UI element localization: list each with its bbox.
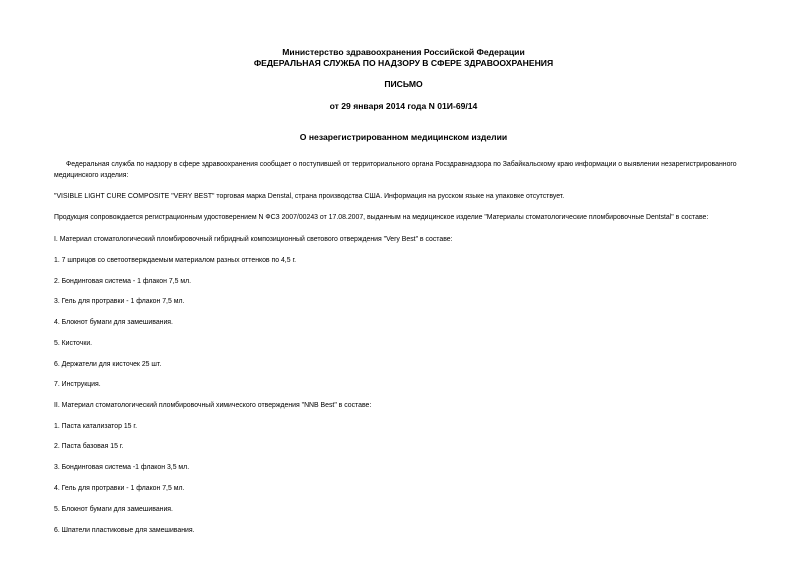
list-item: 4. Блокнот бумаги для замешивания. xyxy=(54,319,173,326)
list-item: 1. Паста катализатор 15 г. xyxy=(54,423,138,430)
header-service: ФЕДЕРАЛЬНАЯ СЛУЖБА ПО НАДЗОРУ В СФЕРЕ ЗДРАВООХРАНЕНИЯ xyxy=(253,58,554,68)
certificate-paragraph: Продукция сопровождается регистрационным удостоверением N ФСЗ 2007/00243 от 17.08.2007, выданным на медицинское изделие "Материалы стоматологические пломбировочные Dentstal" в составе: xyxy=(54,214,709,221)
document-subject: О незарегистрированном медицинском изделии xyxy=(299,132,508,142)
list-item: 2. Паста базовая 15 г. xyxy=(54,443,124,450)
section2-title: II. Материал стоматологический пломбировочный химического отверждения "NNB Best" в составе: xyxy=(54,402,372,409)
intro-paragraph-line2: медицинского изделия: xyxy=(54,172,129,179)
document-type: ПИСЬМО xyxy=(384,79,423,89)
list-item: 6. Шпатели пластиковые для замешивания. xyxy=(54,527,195,534)
list-item: 5. Блокнот бумаги для замешивания. xyxy=(54,506,173,513)
document-date-number: от 29 января 2014 года N 01И-69/14 xyxy=(329,101,478,111)
intro-paragraph-line1: Федеральная служба по надзору в сфере здравоохранения сообщает о поступившей от территориального органа Росздравнадзора по Забайкальскому краю информации о выявлении незарегистрированного xyxy=(66,161,737,168)
list-item: 3. Бондинговая система -1 флакон 3,5 мл. xyxy=(54,464,190,471)
list-item: 2. Бондинговая система - 1 флакон 7,5 мл. xyxy=(54,278,192,285)
product-paragraph: "VISIBLE LIGHT CURE COMPOSITE "VERY BEST" торговая марка Denstal, страна производства США. Информация на русском языке на упаковке отсутствует. xyxy=(54,193,565,200)
list-item: 5. Кисточки. xyxy=(54,340,93,347)
list-item: 1. 7 шприцов со светоотверждаемым материалом разных оттенков по 4,5 г. xyxy=(54,257,297,264)
list-item: 3. Гель для протравки - 1 флакон 7,5 мл. xyxy=(54,298,185,305)
header-ministry: Министерство здравоохранения Российской Федерации xyxy=(282,47,525,57)
list-item: 7. Инструкция. xyxy=(54,381,101,388)
list-item: 6. Держатели для кисточек 25 шт. xyxy=(54,361,162,368)
section1-title: I. Материал стоматологический пломбировочный гибридный композиционный светового отверждения "Very Best" в составе: xyxy=(54,236,453,243)
list-item: 4. Гель для протравки - 1 флакон 7,5 мл. xyxy=(54,485,185,492)
